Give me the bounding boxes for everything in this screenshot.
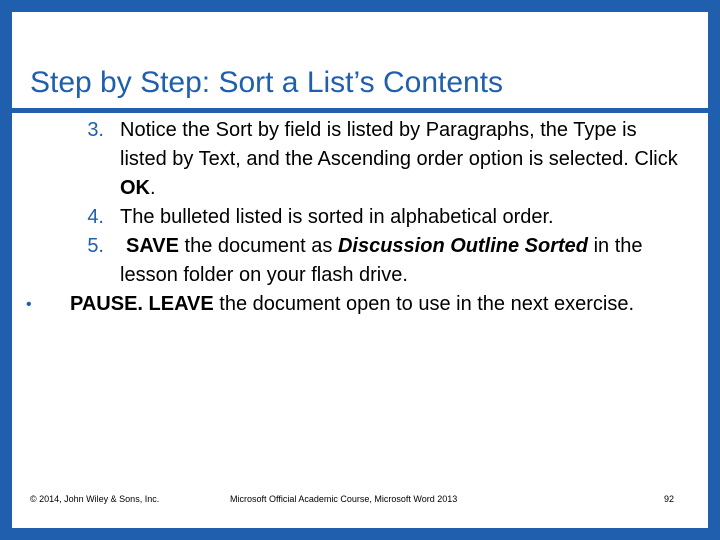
step-number: 4. [87, 206, 104, 228]
title-divider [12, 108, 708, 113]
step-text [120, 116, 680, 203]
footer-page-number: 92 [664, 494, 675, 504]
step-text-part: in the lesson folder on your flash drive. [120, 235, 643, 286]
bullet-text-bold: PAUSE. LEAVE [70, 293, 214, 315]
slide-content [0, 116, 720, 319]
step-item-5 [0, 232, 720, 290]
bullet-text-part: the document open to use in the next exercise. [213, 293, 634, 315]
step-text-bold-italic: Discussion Outline Sorted [337, 235, 589, 257]
bullet-item [0, 290, 720, 319]
slide-title: Step by Step: Sort a List’s Contents [30, 66, 504, 99]
step-text-part: the document as [178, 235, 338, 257]
step-text-part: The bulleted listed is sorted in alphabetical order. [120, 206, 554, 228]
step-number: 3. [87, 119, 104, 141]
step-number: 5. [87, 235, 104, 257]
step-text [120, 232, 680, 290]
step-text-part: . [150, 177, 156, 199]
step-text [120, 203, 680, 232]
step-text-part: Notice the Sort by field is listed by Paragraphs, the Type is listed by Text, and the Ascending order option is selected. Click [120, 119, 678, 170]
step-item-3 [0, 116, 720, 203]
step-text-bold: OK [120, 177, 150, 199]
step-text-bold: SAVE [126, 235, 179, 257]
footer-course: Microsoft Official Academic Course, Microsoft Word 2013 [230, 494, 458, 504]
step-item-4 [0, 203, 720, 232]
bullet-icon: • [26, 296, 32, 313]
bullet-text [70, 290, 680, 319]
footer-copyright: © 2014, John Wiley & Sons, Inc. [30, 494, 160, 504]
